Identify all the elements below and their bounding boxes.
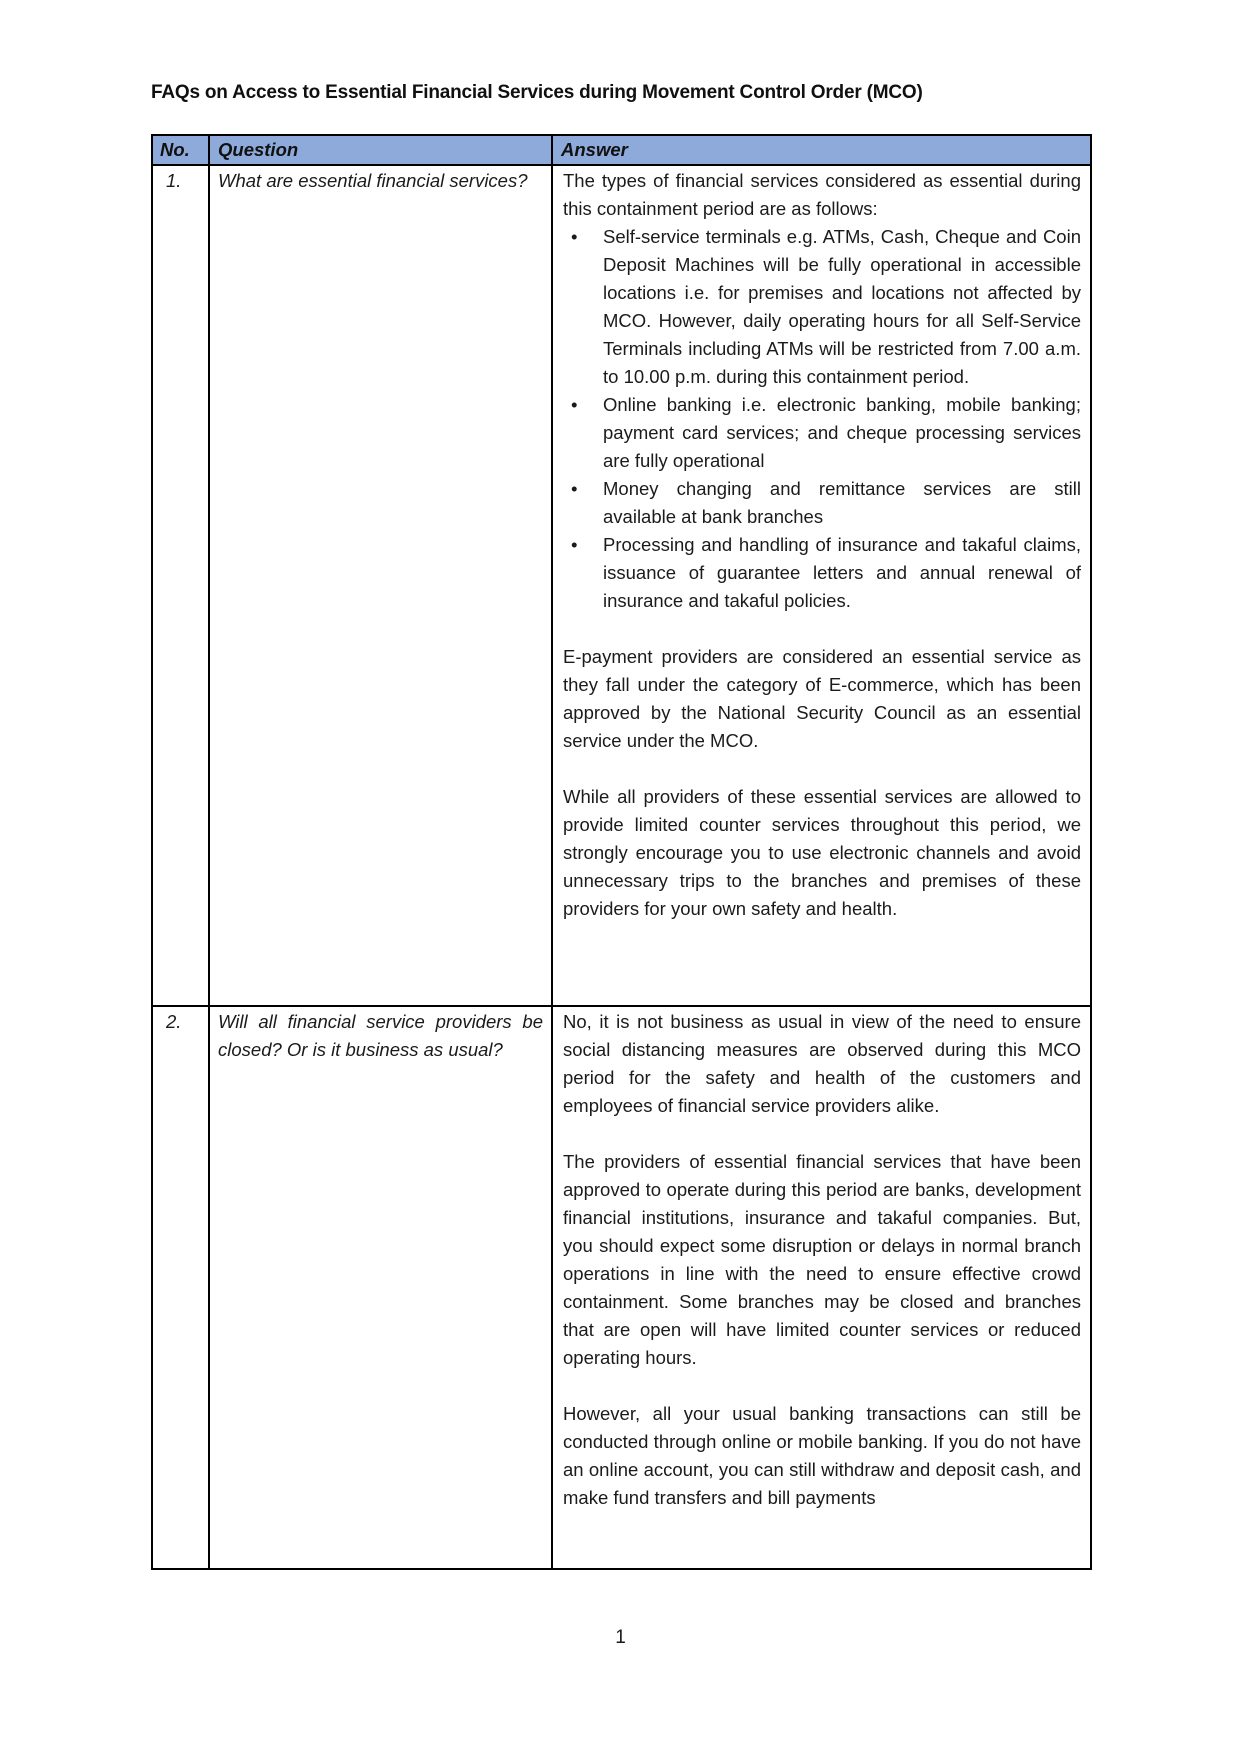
column-header-answer: Answer <box>552 135 1091 165</box>
answer-bullet-3: • Money changing and remittance services are still available at bank branches <box>603 475 1081 531</box>
answer-paragraph: The providers of essential financial services that have been approved to operate during this period are banks, development financial institutions, insurance and takaful companies. But, you should expect some disruption or delays in normal branch operations in line with the need to ensure effective crowd containment. Some branches may be closed and branches that are open will have limited counter services or reduced operating hours. <box>563 1151 1081 1368</box>
answer-intro-paragraph: The types of financial services considered as essential during this containment period are as follows: <box>563 170 1081 219</box>
answer-paragraph: While all providers of these essential services are allowed to provide limited counter services throughout this period, we strongly encourage you to use electronic channels and avoid unnecessary trips to the branches and premises of these providers for your own safety and health. <box>563 786 1081 919</box>
row-2-answer-cell <box>552 1006 1091 1569</box>
faq-table <box>151 134 1092 1570</box>
answer-bullet-4: • Processing and handling of insurance and takaful claims, issuance of guarantee letters and annual renewal of insurance and takaful policies. <box>603 531 1081 615</box>
faq-row-2 <box>152 1006 1091 1569</box>
answer-bullet-list <box>563 223 1081 615</box>
page-number: 1 <box>615 1627 626 1648</box>
row-2-question-text: Will all financial service providers be closed? Or is it business as usual? <box>218 1011 543 1060</box>
table-header-row <box>152 135 1091 165</box>
row-1-number: 1. <box>152 165 209 1006</box>
page-title: FAQs on Access to Essential Financial Services during Movement Control Order (MCO) <box>151 82 923 103</box>
row-1-question-text: What are essential financial services? <box>218 170 528 191</box>
row-1-question-cell <box>209 165 552 1006</box>
column-header-question: Question <box>209 135 552 165</box>
answer-bullet-1: • Self-service terminals e.g. ATMs, Cash, Cheque and Coin Deposit Machines will be fully operational in accessible locations i.e. for premises and locations not affected by MCO. However, daily operating hours for all Self-Service Terminals including ATMs will be restricted from 7.00 a.m. to 10.00 p.m. during this containment period. <box>603 223 1081 391</box>
faq-row-1 <box>152 165 1091 1006</box>
row-2-number: 2. <box>152 1006 209 1569</box>
answer-paragraph: E-payment providers are considered an essential service as they fall under the category of E-commerce, which has been approved by the National Security Council as an essential service under the MCO. <box>563 646 1081 751</box>
answer-bullet-2: • Online banking i.e. electronic banking, mobile banking; payment card services; and cheque processing services are fully operational <box>603 391 1081 475</box>
answer-paragraph: However, all your usual banking transactions can still be conducted through online or mobile banking. If you do not have an online account, you can still withdraw and deposit cash, and make fund transfers and bill payments <box>563 1403 1081 1508</box>
column-header-no: No. <box>152 135 209 165</box>
row-1-answer-cell <box>552 165 1091 1006</box>
answer-paragraph: No, it is not business as usual in view of the need to ensure social distancing measures are observed during this MCO period for the safety and health of the customers and employees of financial service providers alike. <box>563 1011 1081 1116</box>
row-2-question-cell <box>209 1006 552 1569</box>
